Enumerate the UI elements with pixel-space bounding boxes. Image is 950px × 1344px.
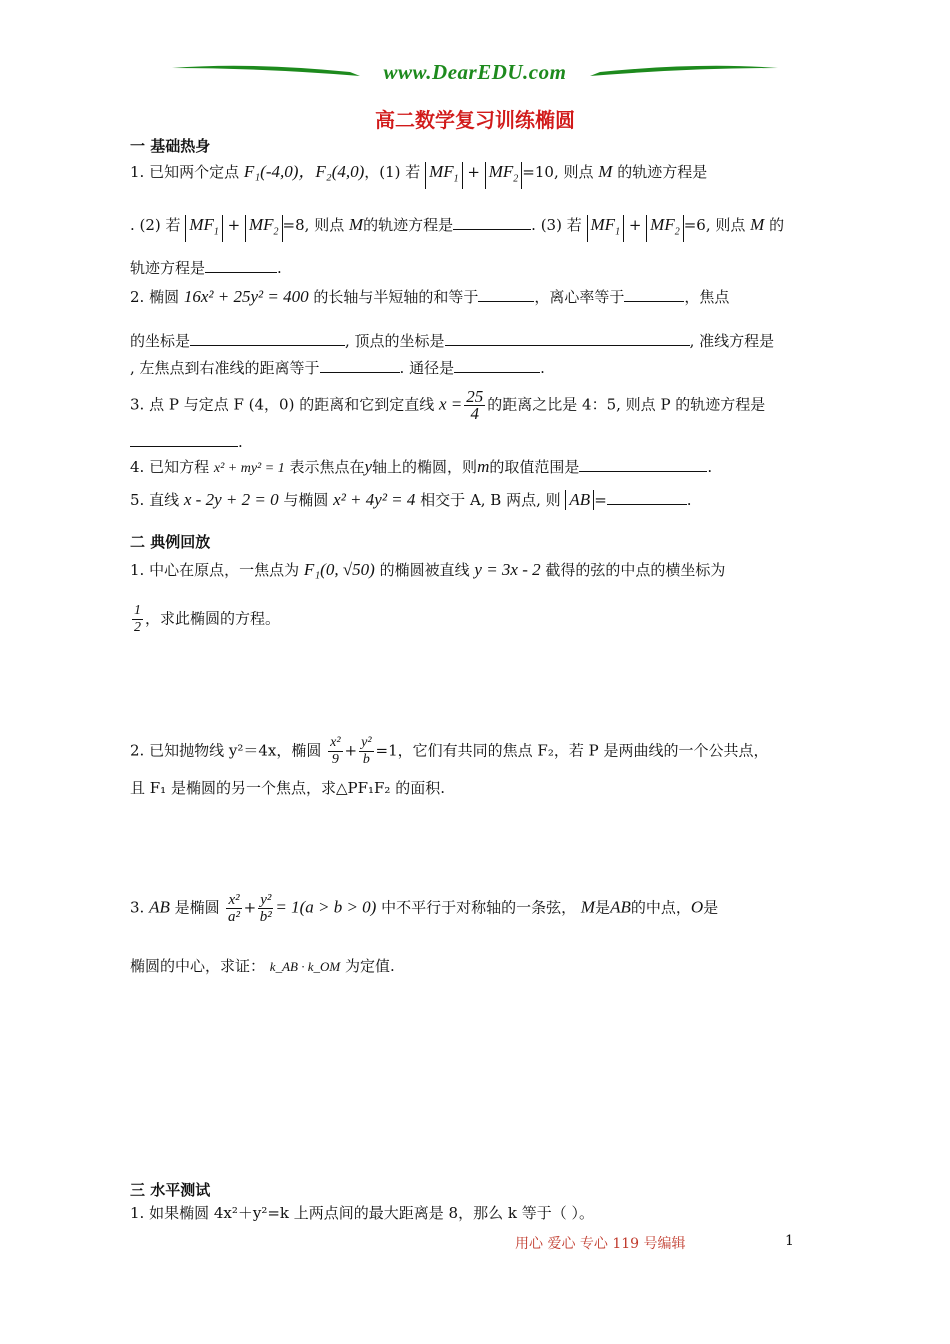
- section-heading-1: 一 基础热身: [130, 137, 211, 155]
- page-number: 1: [785, 1233, 794, 1249]
- answer-blank[interactable]: [130, 432, 238, 447]
- answer-blank[interactable]: [454, 358, 540, 373]
- answer-blank[interactable]: [624, 287, 684, 302]
- answer-blank[interactable]: [205, 258, 277, 273]
- question-5: 5. 直线 x - 2y + 2 = 0 与椭圆 x² + 4y² = 4 相交于 A, B 两点, 则 AB = .: [130, 490, 692, 509]
- answer-blank[interactable]: [579, 457, 707, 472]
- section-heading-2: 二 典例回放: [130, 533, 211, 551]
- site-header: [170, 56, 780, 88]
- answer-blank[interactable]: [320, 358, 400, 373]
- question-3-blank: .: [130, 432, 830, 452]
- section-heading-3: 三 水平测试: [130, 1181, 211, 1199]
- answer-blank[interactable]: [445, 331, 690, 346]
- question-3: 3. 点 P 与定点 F (4，0) 的距离和它到定直线 x = $\frac{25}{4}$ 的距离之比是 4：5, 则点 P 的轨迹方程是: [130, 387, 766, 423]
- answer-blank[interactable]: [453, 215, 531, 230]
- question-2-line-1: 2. 椭圆 16x² + 25y² = 400 的长轴与半短轴的和等于 ，离心率等于 ，焦点: [130, 287, 730, 306]
- question-2-line-2: 的坐标是 , 顶点的坐标是 , 准线方程是: [130, 332, 775, 350]
- site-url[interactable]: www.DearEDU.com: [383, 60, 567, 84]
- answer-blank[interactable]: [190, 331, 345, 346]
- question-4: 4. 已知方程 x² + my² = 1 表示焦点在y轴上的椭圆，则m的取值范围是 .: [130, 457, 713, 476]
- problem-2-line-2: 且 F₁ 是椭圆的另一个焦点，求△PF₁F₂ 的面积.: [130, 779, 445, 797]
- problem-1-line-2: $\frac{1}{2}$ ，求此椭圆的方程。: [134, 603, 281, 635]
- problem-2-line-1: 2. 已知抛物线 y²＝4x，椭圆 $\frac{\text{x²}}{9}$ + $\frac{\text{y²}}{b}$ =1，它们有共同的焦点 F₂，若 P 是两曲线的一个公共点，: [130, 735, 769, 767]
- question-1-line-3: 轨迹方程是 .: [130, 259, 282, 277]
- problem-3-line-1: 3. AB 是椭圆 $\frac{\text{x²}}{\text{a²}}$ + $\frac{\text{y²}}{\text{b²}}$ = 1(a > b > 0) 中不平行于对称轴的一条弦， M是AB的中点，O是: [130, 892, 719, 925]
- problem-1-line-1: 1. 中心在原点，一焦点为 F₁(0, √50) 的椭圆被直线 y = 3x - 2 截得的弦的中点的横坐标为: [130, 560, 726, 579]
- page-title: 高二数学复习训练椭圆: [375, 108, 575, 132]
- question-2-line-3: , 左焦点到右准线的距离等于 . 通径是 .: [130, 359, 545, 377]
- footer-text: 用心 爱心 专心 119 号编辑: [515, 1236, 686, 1252]
- question-1-line-2: . (2) 若 $MF_1 + MF_2 =8$, 则点 M的轨迹方程是 . (3) 若 $MF_1 + MF_2 =6$, 则点 M 的: [130, 215, 830, 242]
- answer-blank[interactable]: [478, 287, 534, 302]
- answer-blank[interactable]: [607, 490, 687, 505]
- problem-3-line-2: 椭圆的中心，求证： k_AB · k_OM 为定值.: [130, 957, 395, 975]
- test-question-1: 1. 如果椭圆 4x²＋y²=k 上两点间的最大距离是 8，那么 k 等于（ ）。: [130, 1204, 594, 1222]
- foci-points: F₁(-4,0)，F₂(4,0): [243, 162, 365, 181]
- question-1-line-1: 1. 已知两个定点 F₁(-4,0)，F₂(4,0)，(1) 若 $MF_1 + MF_2 =10$, 则点 M 的轨迹方程是: [130, 162, 830, 189]
